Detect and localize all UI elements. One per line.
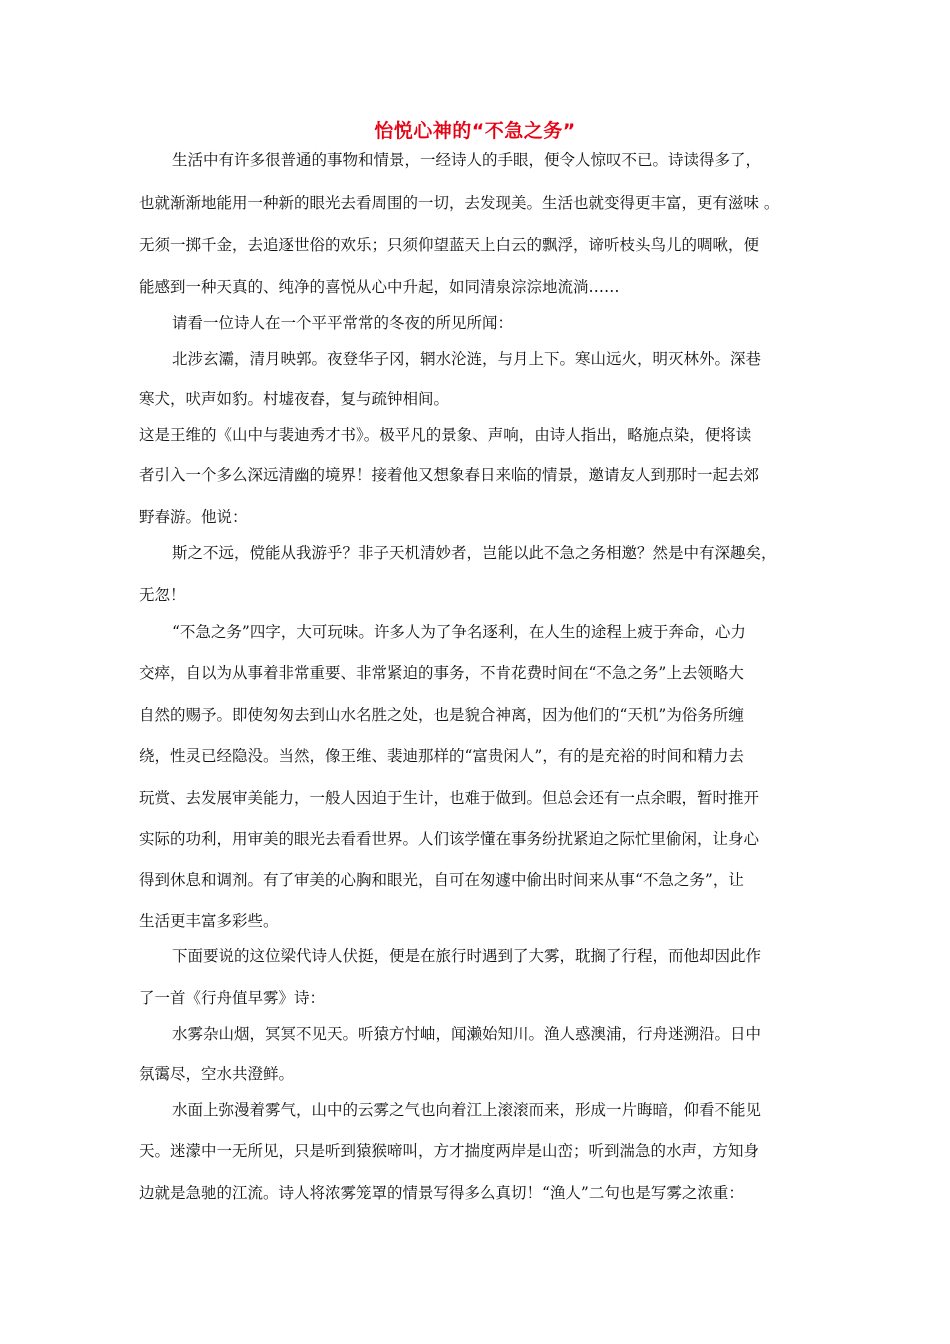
text-line: 边就是急驰的江流。诗人将浓雾笼罩的情景写得多么真切！“渔人”二句也是写雾之浓重： [139, 1184, 744, 1202]
text-line: 无忽！ [139, 586, 186, 604]
text-line: 者引入一个多么深远清幽的境界！接着他又想象春日来临的情景，邀请友人到那时一起去郊 [139, 466, 760, 484]
text-line: 斯之不远，傥能从我游乎？非子天机清妙者，岂能以此不急之务相邀？然是中有深趣矣， [172, 544, 777, 562]
text-line: 玩赏、去发展审美能力，一般人因迫于生计，也难于做到。但总会还有一点余暇，暂时推开 [139, 789, 760, 807]
text-line: 生活中有许多很普通的事物和情景，一经诗人的手眼，便令人惊叹不已。诗读得多了， [172, 151, 762, 169]
text-line: 生活更丰富多彩些。 [139, 912, 279, 930]
text-line: 交瘁，自以为从事着非常重要、非常紧迫的事务，不肯花费时间在“不急之务”上去领略大 [139, 664, 744, 682]
text-line: 下面要说的这位梁代诗人伏挺，便是在旅行时遇到了大雾，耽搁了行程，而他却因此作 [172, 947, 762, 965]
text-line: 实际的功利，用审美的眼光去看看世界。人们该学懂在事务纷扰紧迫之际忙里偷闲，让身心 [139, 830, 760, 848]
text-line: 北涉玄灞，清月映郭。夜登华子冈，辋水沦涟，与月上下。寒山远火，明灭林外。深巷 [172, 350, 762, 368]
text-line: 请看一位诗人在一个平平常常的冬夜的所见所闻： [172, 314, 514, 332]
text-line: 绕，性灵已经隐没。当然，像王维、裴迪那样的“富贵闲人”，有的是充裕的时间和精力去 [139, 747, 744, 765]
text-line: 能感到一种天真的、纯净的喜悦从心中升起，如同清泉淙淙地流淌…… [139, 278, 620, 296]
text-line: 天。迷濛中一无所见，只是听到猿猴啼叫，方才揣度两岸是山峦；听到湍急的水声，方知身 [139, 1142, 760, 1160]
text-line: 野春游。他说： [139, 508, 248, 526]
text-line: 寒犬，吠声如豹。村墟夜舂，复与疏钟相间。 [139, 390, 450, 408]
text-line: 得到休息和调剂。有了审美的心胸和眼光，自可在匆遽中偷出时间来从事“不急之务”，让 [139, 871, 744, 889]
text-line: 水雾杂山烟，冥冥不见天。听猿方忖岫，闻濑始知川。渔人惑澳浦，行舟迷溯沿。日中 [172, 1025, 762, 1043]
text-line: 了一首《行舟值早雾》诗： [139, 989, 326, 1007]
text-line: 也就渐渐地能用一种新的眼光去看周围的一切，去发现美。生活也就变得更丰富，更有滋味 。 [139, 194, 780, 212]
text-line: 氛霭尽，空水共澄鲜。 [139, 1065, 295, 1083]
text-line: 无须一掷千金，去追逐世俗的欢乐；只须仰望蓝天上白云的飘浮，谛听枝头鸟儿的啁啾，便 [139, 236, 760, 254]
text-line: 水面上弥漫着雾气，山中的云雾之气也向着江上滚滚而来，形成一片晦暗，仰看不能见 [172, 1101, 762, 1119]
article-title: 怡悦心神的“不急之务” [374, 120, 576, 142]
text-line: “不急之务”四字，大可玩味。许多人为了争名逐利，在人生的途程上疲于奔命，心力 [172, 623, 746, 641]
text-line: 自然的赐予。即使匆匆去到山水名胜之处，也是貌合神离，因为他们的“天机”为俗务所缠 [139, 706, 744, 724]
text-line: 这是王维的《山中与裴迪秀才书》。极平凡的景象、声响，由诗人指出，略施点染，便将读 [139, 426, 752, 444]
